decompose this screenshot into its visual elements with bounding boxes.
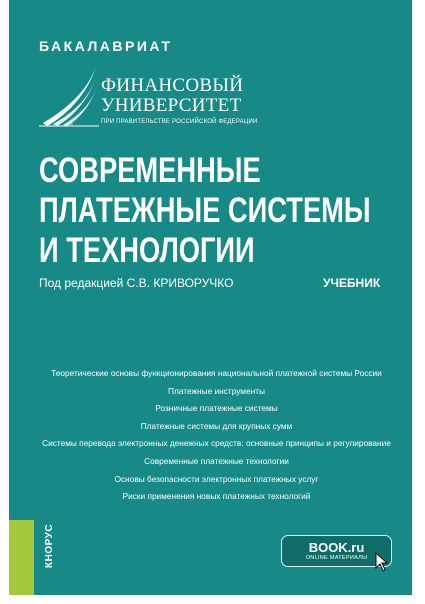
contents-item: Платежные инструменты <box>168 385 265 396</box>
contents-list <box>29 368 404 509</box>
university-name-line2: УНИВЕРСИТЕТ <box>101 95 242 116</box>
contents-item: Платежные системы для крупных сумм <box>140 420 293 431</box>
university-name-line1: ФИНАНСОВЫЙ <box>101 75 244 96</box>
series-label: БАКАЛАВРИАТ <box>39 38 173 54</box>
contents-item: Розничные платежные системы <box>155 403 278 414</box>
book-cover <box>9 0 412 595</box>
badge-subtitle: ONLINE МАТЕРИАЛЫ <box>305 555 368 561</box>
logo-year: 1919 <box>66 122 73 126</box>
badge-title: BOOK.ru <box>308 540 365 555</box>
university-logo <box>39 66 299 128</box>
editor-credit: Под редакцией С.В. КРИВОРУЧКО <box>39 276 234 290</box>
cursor-icon <box>375 552 389 572</box>
contents-item: Риски применения новых платежных технологий <box>122 491 311 502</box>
book-title <box>39 151 371 271</box>
university-affiliation: ПРИ ПРАВИТЕЛЬСТВЕ РОССИЙСКОЙ ФЕДЕРАЦИИ <box>101 119 258 125</box>
title-line: ПЛАТЕЖНЫЕ СИСТЕМЫ <box>39 191 371 230</box>
contents-item: Системы перевода электронных денежных средств: основные принципы и регулирование <box>42 438 391 449</box>
publisher-name: КНОРУС <box>44 523 55 568</box>
accent-bar <box>9 520 34 595</box>
title-line: СОВРЕМЕННЫЕ <box>39 151 261 190</box>
title-line: И ТЕХНОЛОГИИ <box>39 231 255 270</box>
document-type: УЧЕБНИК <box>323 276 381 290</box>
contents-item: Теоретические основы функционирования национальной платежной системы России <box>51 368 382 378</box>
university-logo-icon <box>39 66 101 128</box>
contents-item: Современные платежные технологии <box>144 455 289 466</box>
contents-item: Основы безопасности электронных платежных услуг <box>114 473 319 484</box>
